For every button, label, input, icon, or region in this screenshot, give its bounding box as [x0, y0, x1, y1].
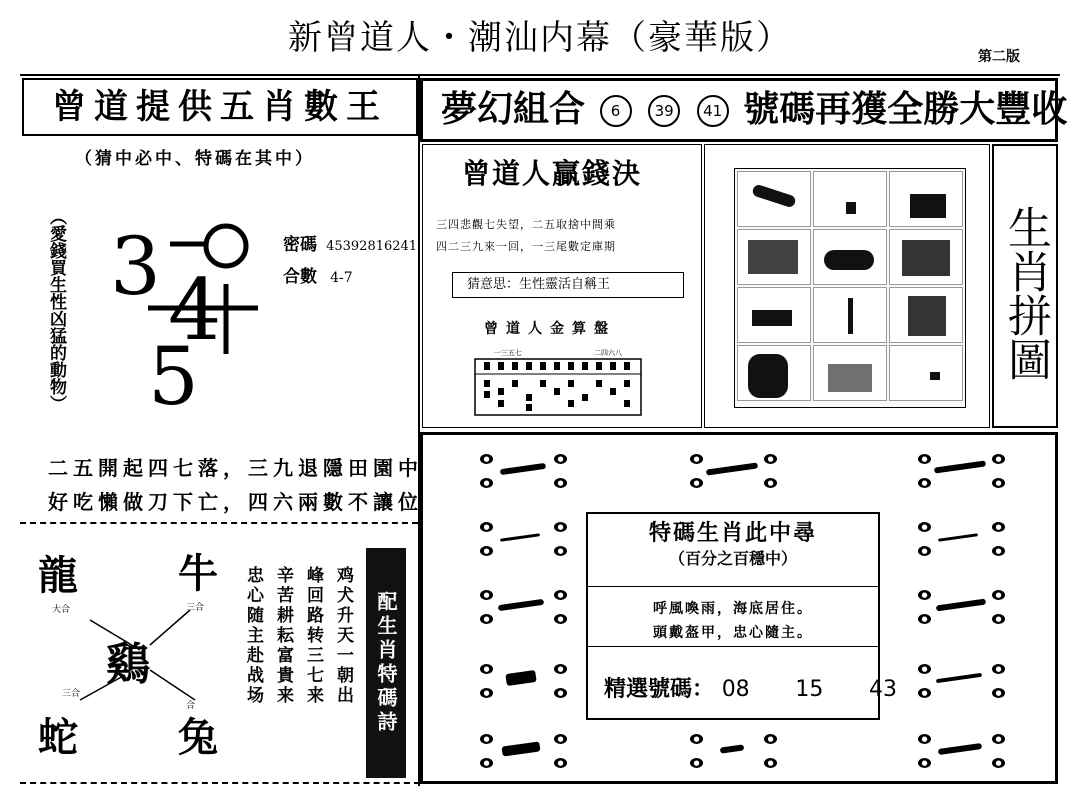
puzzle-cell — [737, 345, 811, 401]
puzzle-cell — [737, 171, 811, 227]
big-digits-drawing — [108, 214, 278, 414]
sum-label: 合數 — [283, 267, 317, 287]
zodiac-rabbit: 兔 — [178, 714, 218, 761]
zodiac-animal-icon: ● ● ● ● — [690, 452, 780, 492]
puzzle-cell — [889, 171, 963, 227]
big-digit-3: 5 — [148, 330, 199, 414]
special-divider-2 — [586, 646, 880, 647]
pick-number-2: 15 — [795, 677, 824, 702]
abacus-right-tag: 二四六八 — [594, 349, 622, 357]
banner-num-3: 41 — [697, 95, 729, 127]
special-divider-1 — [586, 586, 880, 587]
page-title: 新曾道人・潮汕内幕（豪華版） — [288, 18, 792, 58]
top-rule — [20, 74, 1060, 76]
edition-label: 第二版 — [978, 49, 1020, 65]
verse-col-2: 峰回路转三七来 — [303, 566, 323, 706]
banner-num-2: 39 — [648, 95, 680, 127]
zodiac-dragon: 龍 — [38, 552, 78, 599]
zodiac-animal-icon: ● ● ● ● — [918, 588, 1008, 628]
puzzle-cell — [813, 287, 887, 343]
banner-pre: 夢幻組合 — [441, 89, 586, 130]
abacus-left-tag: 一三五七 — [494, 349, 522, 357]
zodiac-animal-icon: ● ● ● ● — [918, 452, 1008, 492]
verse-col-4: 忠心随主赴战场 — [243, 566, 263, 706]
abacus-drawing — [474, 358, 644, 418]
zodiac-animal-icon: ● ● ● ● — [480, 732, 570, 772]
secret-code-label: 密碼 — [283, 235, 317, 255]
zodiac-animal-icon: ● ● ● ● — [690, 732, 780, 772]
tag-top-left: 大合 — [52, 605, 71, 615]
banner-post: 號碼再獲全勝大豐收 — [743, 89, 1068, 130]
secret-code-value: 45392816241 — [326, 239, 418, 254]
guess-box: 猜意思：生性靈活自稱王 — [452, 272, 684, 298]
zodiac-animal-icon: ● ● ● ● — [918, 732, 1008, 772]
poem-line-2: 好吃懶做刀下亡，四六兩數不讓位 — [48, 490, 423, 514]
puzzle-grid — [734, 168, 966, 408]
pick-label: 精選號碼： — [604, 677, 715, 702]
bottom-rule — [20, 782, 420, 786]
puzzle-cell — [813, 229, 887, 285]
riddle-line-1: 呼風喚雨，海底居住。 — [653, 601, 813, 617]
puzzle-title: 生肖拼圖 — [992, 144, 1058, 428]
zodiac-animal-icon: ● ● ● ● — [918, 662, 1008, 702]
verse-col-3: 辛苦耕耘富貴来 — [273, 566, 293, 706]
verse-title: 配生肖特碼詩 — [366, 548, 406, 778]
vertical-hint: （愛錢買生性凶猛的動物） — [46, 208, 66, 412]
puzzle-cell — [889, 287, 963, 343]
left-subtitle: （猜中必中、特碼在其中） — [75, 149, 315, 169]
poem-line-1: 二五開起四七落，三九退隱田園中 — [48, 456, 423, 480]
special-subtitle: （百分之百穩中） — [668, 549, 797, 568]
win-line-2: 四二三九來一回，一三尾數定庫期 — [436, 240, 616, 253]
zodiac-animal-icon: ● ● ● ● — [480, 520, 570, 560]
puzzle-cell — [813, 171, 887, 227]
pick-number-1: 08 — [721, 677, 750, 702]
zodiac-animal-icon: ● ● ● ● — [480, 452, 570, 492]
verse-columns — [238, 566, 356, 766]
puzzle-cell — [737, 287, 811, 343]
puzzle-cell — [813, 345, 887, 401]
pick-number-3: 43 — [869, 677, 898, 702]
left-divider — [20, 522, 418, 526]
sum-row — [283, 262, 353, 287]
tag-bottom-right: 合 — [186, 701, 196, 711]
riddle-line-2: 頭戴盔甲，忠心隨主。 — [653, 625, 813, 641]
banner-num-1: 6 — [600, 95, 632, 127]
big-digit-1: 3 — [110, 220, 161, 313]
special-title: 特碼生肖此中尋 — [648, 520, 817, 546]
puzzle-cell — [889, 229, 963, 285]
puzzle-cell — [889, 345, 963, 401]
abacus-title: 曾道人金算盤 — [484, 321, 616, 337]
right-banner — [420, 78, 1068, 142]
big-digit-2: 4 — [168, 261, 222, 359]
zodiac-snake: 蛇 — [38, 714, 78, 761]
puzzle-cell — [737, 229, 811, 285]
left-banner: 曾道提供五肖數王 — [22, 78, 418, 136]
verse-col-1: 鸡犬升天一朝出 — [333, 566, 353, 706]
secret-code-row — [283, 230, 417, 255]
sum-value: 4-7 — [330, 270, 353, 286]
zodiac-animal-icon: ● ● ● ● — [480, 662, 570, 702]
win-line-1: 三四悲觀七失望，二五取捨中間乘 — [436, 218, 616, 231]
zodiac-ox: 牛 — [178, 550, 218, 597]
zodiac-animal-icon: ● ● ● ● — [480, 588, 570, 628]
tag-top-right: 三合 — [186, 603, 205, 613]
win-title: 曾道人贏錢決 — [462, 157, 643, 190]
tag-bottom-left: 三合 — [62, 689, 81, 699]
zodiac-animal-icon: ● ● ● ● — [918, 520, 1008, 560]
pick-row — [604, 672, 897, 703]
zodiac-rooster: 鷄 — [106, 639, 150, 690]
